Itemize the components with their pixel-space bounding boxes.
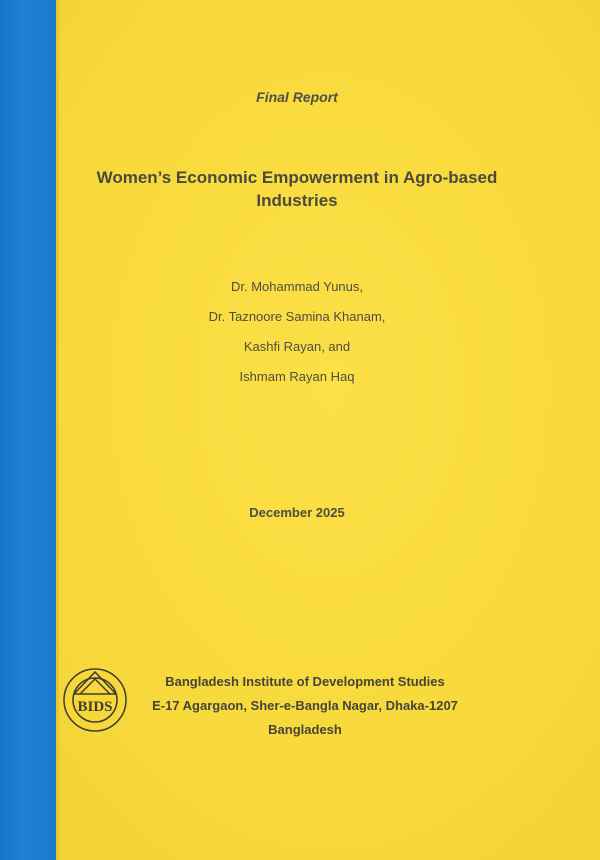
author-name: Ishmam Rayan Haq bbox=[239, 369, 355, 384]
blue-binding-spine bbox=[0, 0, 56, 860]
report-type-label: Final Report bbox=[256, 89, 338, 105]
spine-edge bbox=[56, 0, 59, 860]
institute-address: E-17 Agargaon, Sher-e-Bangla Nagar, Dhaka-1207 bbox=[152, 698, 458, 713]
author-name: Dr. Taznoore Samina Khanam, bbox=[208, 309, 386, 324]
logo-wordmark: BIDS bbox=[77, 699, 113, 715]
publication-date: December 2025 bbox=[249, 505, 345, 520]
bids-logo-icon bbox=[60, 660, 130, 738]
institute-country: Bangladesh bbox=[268, 722, 342, 737]
institute-name: Bangladesh Institute of Development Studies bbox=[165, 674, 445, 689]
report-title: Women’s Economic Empowerment in Agro-based Industries bbox=[96, 168, 498, 210]
author-name: Dr. Mohammad Yunus, bbox=[231, 279, 363, 294]
author-name: Kashfi Rayan, and bbox=[243, 339, 351, 354]
